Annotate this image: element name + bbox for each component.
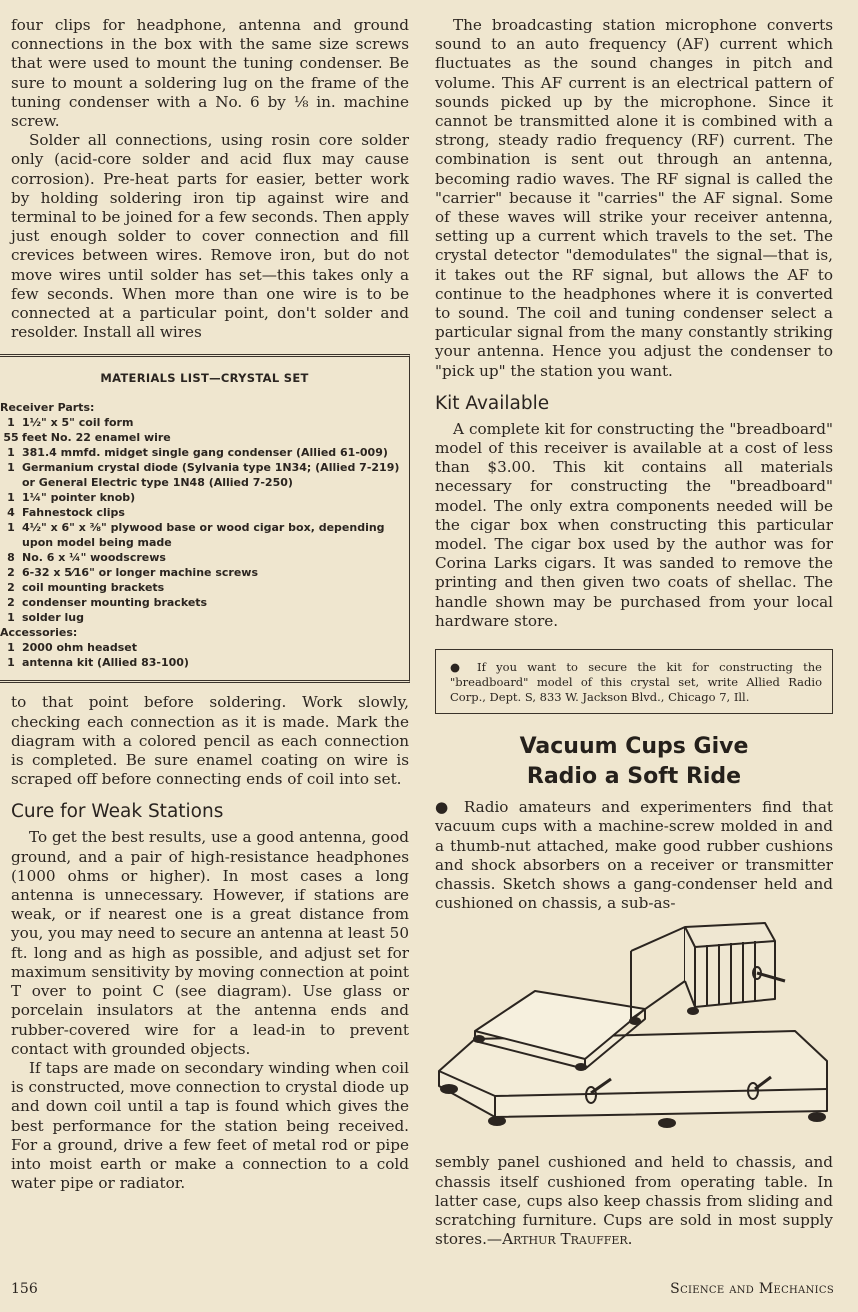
receiver-part-item-description: coil mounting brackets — [22, 581, 165, 595]
receiver-part-item — [0, 490, 409, 505]
magazine-name: Science and Mechanics — [670, 1281, 834, 1297]
vacuum-cups-title-line-1: Vacuum Cups Give — [519, 734, 749, 760]
receiver-part-item-quantity: 4 — [7, 506, 15, 520]
receiver-part-item-quantity: 1 — [7, 521, 15, 535]
kit-note-box — [435, 649, 833, 714]
right-paragraph-4-text: sembly panel cushioned and held to chassis, and chassis itself cushioned from operating table. In latter case, cups also keep chassis from sliding and scratching furniture. Cups are sold in most supply stores.— — [435, 1153, 833, 1249]
receiver-part-item-description: 1½" x 5" coil form — [22, 416, 134, 430]
accessory-item — [0, 655, 409, 670]
receiver-parts-list — [0, 415, 409, 625]
receiver-part-item-quantity: 2 — [7, 581, 15, 595]
accessory-item-description: 2000 ohm headset — [22, 641, 137, 655]
left-paragraph-1: four clips for headphone, antenna and ground connections in the box with the same size screws that were used to mount the tuning condenser. Be sure to mount a soldering lug on the frame of the tuning condenser with a No. 6 by ⅛ in. machine screw. — [11, 16, 409, 131]
receiver-part-item — [0, 460, 409, 490]
left-paragraph-4: To get the best results, use a good antenna, good ground, and a pair of high-resistance headphones (1000 ohms or higher). In most cases a long antenna is unnecessary. However, if stations are weak, or if nearest one is a great distance from you, you may need to secure an antenna at least 50 ft. long and as high as possible, and adjust set for maximum sensitivity by moving connection at point T over to point C (see diagram). Use glass or porcelain insulators at the antenna ends and rubber-covered wire for a lead-in to prevent contact with grounded objects. — [11, 828, 409, 1058]
receiver-part-item — [0, 505, 409, 520]
receiver-part-item — [0, 550, 409, 565]
receiver-parts-heading: Receiver Parts: — [0, 401, 95, 415]
receiver-part-item-quantity: 1 — [7, 446, 15, 460]
right-column — [435, 16, 833, 1249]
receiver-part-item — [0, 415, 409, 430]
receiver-part-item — [0, 445, 409, 460]
receiver-part-item-description: feet No. 22 enamel wire — [22, 431, 171, 445]
right-paragraph-4 — [435, 1153, 833, 1249]
receiver-part-item-quantity: 1 — [7, 461, 15, 475]
accessories-list — [0, 640, 409, 670]
author-name: Arthur Trauffer. — [502, 1230, 633, 1249]
page-number: 156 — [11, 1281, 38, 1297]
weak-stations-heading: Cure for Weak Stations — [11, 801, 224, 823]
receiver-part-item-description: 1¼" pointer knob) — [22, 491, 136, 505]
right-paragraph-1: The broadcasting station microphone converts sound to an auto frequency (AF) current which fluctuates as the sound changes in pitch and volume. This AF current is an electrical pattern of sounds picked up by the microphone. Since it cannot be transmitted alone it is combined with a strong, steady radio frequency (RF) current. The combination is sent out through an antenna, becoming radio waves. The RF signal is called the "carrier" because it "carries" the AF signal. Some of these waves will strike your receiver antenna, setting up a current which travels to the set. The crystal detector "demodulates" the signal—that is, it takes out the RF signal, but allows the AF to continue to the headphones where it is converted to sound. The coil and tuning condenser select a particular signal from the many constantly striking your antenna. Hence you adjust the condenser to "pick up" the station you want. — [435, 16, 833, 380]
accessory-item — [0, 640, 409, 655]
receiver-part-item-description: 4½" x 6" x ⅜" plywood base or wood cigar box, depending upon model being made — [22, 521, 385, 550]
receiver-part-item — [0, 610, 409, 625]
accessory-item-quantity: 1 — [7, 656, 15, 670]
accessory-item-description: antenna kit (Allied 83-100) — [22, 656, 189, 670]
right-paragraph-2: A complete kit for constructing the "breadboard" model of this receiver is available at a cost of less than $3.00. This kit contains all materials necessary for constructing the "breadboard" model. The only extra components needed will be the cigar box when constructing this particular model. The cigar box used by the author was for Corina Larks cigars. It was sanded to remove the printing and then given two coats of shellac. The handle shown may be purchased from your local hardware store. — [435, 419, 833, 630]
vacuum-cups-title — [435, 732, 833, 792]
receiver-part-item-description: Fahnestock clips — [22, 506, 125, 520]
receiver-part-item-quantity: 2 — [7, 596, 15, 610]
receiver-part-item-description: 6-32 x 5⁄16" or longer machine screws — [22, 566, 258, 580]
receiver-part-item-description: Germanium crystal diode (Sylvania type 1N34; (Allied 7-219) or General Electric type 1N48 (Allied 7-250) — [22, 461, 400, 490]
left-paragraph-5: If taps are made on secondary winding when coil is constructed, move connection to crystal diode up and down coil until a tap is found which gives the best performance for the station being received. For a ground, drive a few feet of metal rod or pipe into moist earth or make a connection to a cold water pipe or radiator. — [11, 1058, 410, 1193]
receiver-part-item — [0, 520, 409, 550]
receiver-part-item-description: 381.4 mmfd. midget single gang condenser (Allied 61-009) — [22, 446, 388, 460]
receiver-part-item-quantity: 1 — [7, 491, 15, 505]
chassis-sketch-illustration — [435, 921, 833, 1147]
receiver-part-item-description: solder lug — [22, 611, 84, 625]
receiver-part-item — [0, 565, 409, 580]
receiver-part-item-quantity: 1 — [7, 416, 15, 430]
left-paragraph-3: to that point before soldering. Work slowly, checking each connection as it is made. Mark the diagram with a colored pencil as each connection is completed. Be sure enamel coating on wire is scraped off before connecting ends of coil into set. — [11, 693, 409, 789]
receiver-part-item-quantity: 8 — [7, 551, 15, 565]
materials-list-title: MATERIALS LIST—CRYSTAL SET — [100, 371, 309, 386]
receiver-part-item-quantity: 1 — [7, 611, 15, 625]
right-paragraph-3: ● Radio amateurs and experimenters find that vacuum cups with a machine-screw molded in and a thumb-nut attached, make good rubber cushions and shock absorbers on a receiver or transmitter chassis. Sketch shows a gang-condenser held and cushioned on chassis, a sub-as- — [435, 798, 833, 913]
receiver-part-item-quantity: 55 — [3, 431, 19, 445]
vacuum-cups-title-line-2: Radio a Soft Ride — [526, 764, 742, 790]
kit-note-text: ● If you want to secure the kit for constructing the "breadboard" model of this crystal set, write Allied Radio Corp., Dept. S, 833 W. Jackson Blvd., Chicago 7, Ill. — [450, 660, 822, 705]
left-paragraph-2: Solder all connections, using rosin core solder only (acid-core solder and acid flux may cause corrosion). Pre-heat parts for easier, better work by holding soldering iron tip against wire and terminal to be joined for a few seconds. Then apply just enough solder to cover connection and fill crevices between wires. Remove iron, but do not move wires until solder has set—this takes only a few seconds. When more than one wire is to be connected at a particular point, don't solder and resolder. Install all wires — [11, 131, 409, 342]
chassis-sketch-svg — [435, 921, 833, 1143]
kit-available-heading: Kit Available — [435, 392, 550, 414]
accessory-item-quantity: 1 — [7, 641, 15, 655]
left-column — [0, 16, 410, 1193]
receiver-part-item-quantity: 2 — [7, 566, 15, 580]
receiver-part-item — [0, 580, 409, 595]
accessories-heading: Accessories: — [0, 626, 78, 640]
receiver-part-item-description: condenser mounting brackets — [22, 596, 208, 610]
receiver-part-item — [0, 430, 409, 445]
materials-list-box — [0, 354, 410, 683]
receiver-part-item — [0, 595, 409, 610]
receiver-part-item-description: No. 6 x ¼" woodscrews — [22, 551, 166, 565]
